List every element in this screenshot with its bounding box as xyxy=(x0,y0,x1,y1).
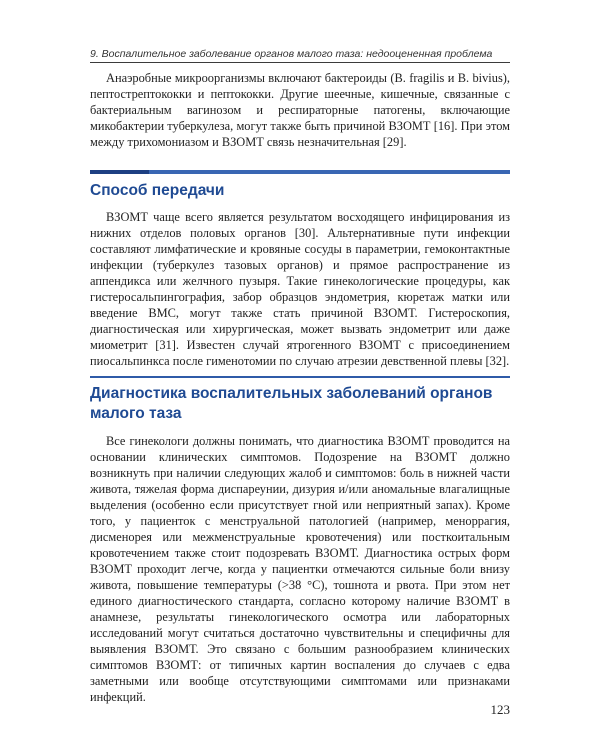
paragraph-anaerobes xyxy=(90,70,510,150)
page-number: 123 xyxy=(490,702,510,717)
paragraph-anaerobes-text: Анаэробные микроорганизмы включают бактероиды (B. fragilis и B. bivius), пептострептококки и пептококки. Другие шеечные, кишечные, связанные с бактериальным вагинозом и респираторные патогены, включающие микобактерии туберкулеза, могут также быть причиной ВЗОМТ [16]. При этом между трихомониазом и ВЗОМТ связь незначительная [29]. xyxy=(90,71,510,149)
header-rule xyxy=(90,62,510,63)
section-accent-rule xyxy=(90,376,510,378)
paragraph-transmission xyxy=(90,209,510,369)
paragraph-diagnostics-text: Все гинекологи должны понимать, что диагностика ВЗОМТ проводится на основании клинических симптомов. Подозрение на ВЗОМТ должно возникнуть при наличии следующих жалоб и симптомов: боль в нижней части живота, тяжелая форма диспареунии, дизурия и/или аномальные влагалищные выделения (особенно если присутствует гной или неприятный запах). Кроме того, у пациенток с менструальной патологией (например, меноррагия, дисменорея или межменструальные кровотечения) или посткоитальным кровотечением также стоит подозревать ВЗОМТ. Диагностика острых форм ВЗОМТ проходит легче, когда у пациентки отмечаются сильные боли внизу живота, повышение температуры (>38 °С), тошнота и рвота. При этом нет единого диагностического стандарта, согласно которому наличие ВЗОМТ в анамнезе, результаты гинекологического осмотра или лабораторных исследований могут считаться достаточно чувствительны и специфичны для выявления ВЗОМТ. Это связано с большим разнообразием клинических симптомов ВЗОМТ: от типичных картин воспаления до случаев с едва заметными или вообще отсутствующими симптомами или признаками инфекций. xyxy=(90,434,510,704)
section-title-diagnostics: Диагностика воспалительных заболеваний органов малого таза xyxy=(90,385,493,422)
section-accent-rule xyxy=(90,170,510,174)
paragraph-diagnostics xyxy=(90,433,510,705)
running-header: 9. Воспалительное заболевание органов малого таза: недооцененная проблема xyxy=(90,48,493,60)
section-title-transmission: Способ передачи xyxy=(90,182,225,199)
paragraph-transmission-text: ВЗОМТ чаще всего является результатом восходящего инфицирования из нижних отделов половых органов [30]. Альтернативные пути инфекции составляют лимфатические и кровяные сосуды в параметрии, гемоконтактные инфекции (туберкулез тазовых органов) и прямое распространение из аппендикса или желчного пузыря. Такие гинекологические процедуры, как гистеросальпингография, забор образцов эндометрия, кюретаж матки или введение ВМС, могут также стать причиной ВЗОМТ. Гистероскопия, диагностическая или хирургическая, может вызвать эндометрит или даже миометрит [31]. Известен случай ятрогенного ВЗОМТ с присоединением пиосальпинкса после гименотомии по случаю атрезии девственной плевы [32]. xyxy=(90,210,510,368)
